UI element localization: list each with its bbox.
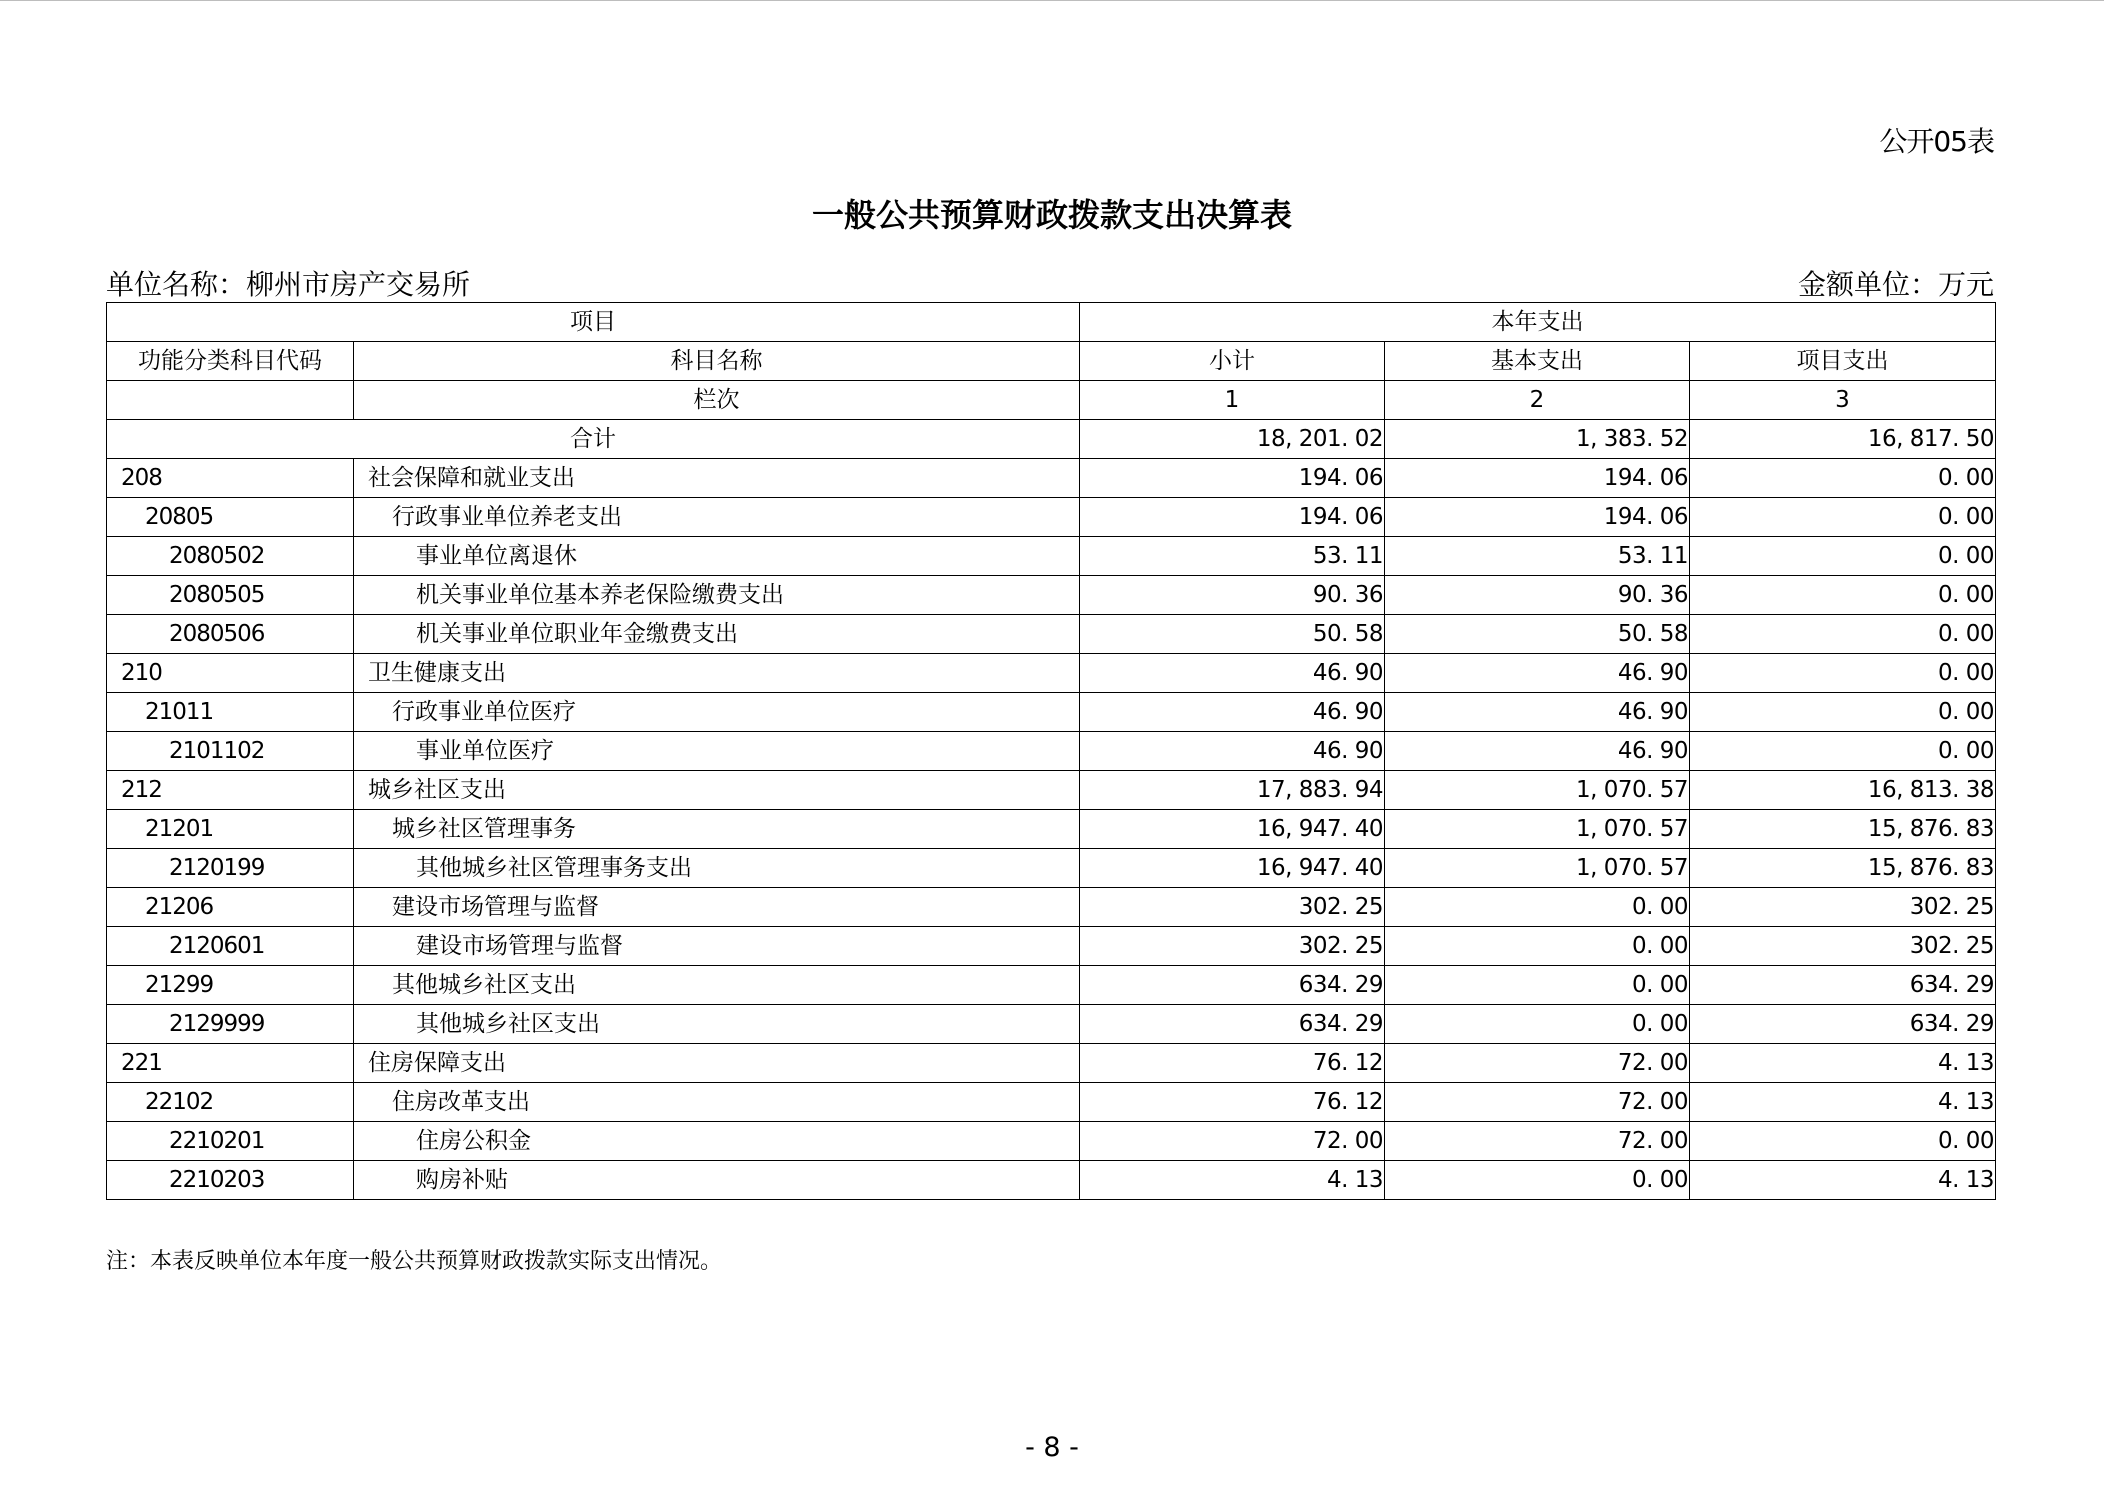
header-project-expense: 项目支出 xyxy=(1690,342,1996,381)
header-subtotal: 小计 xyxy=(1080,342,1385,381)
table-row xyxy=(107,498,1996,537)
row-name: 住房公积金 xyxy=(354,1122,1080,1161)
row-subtotal: 72. 00 xyxy=(1080,1122,1385,1161)
row-project: 0. 00 xyxy=(1690,459,1996,498)
table-row xyxy=(107,615,1996,654)
table-row xyxy=(107,1083,1996,1122)
row-name: 其他城乡社区支出 xyxy=(354,1005,1080,1044)
row-basic: 72. 00 xyxy=(1385,1083,1690,1122)
table-row xyxy=(107,888,1996,927)
total-row xyxy=(107,420,1996,459)
table-row xyxy=(107,1044,1996,1083)
row-name: 行政事业单位医疗 xyxy=(354,693,1080,732)
row-project: 0. 00 xyxy=(1690,693,1996,732)
table-row xyxy=(107,693,1996,732)
row-name: 卫生健康支出 xyxy=(354,654,1080,693)
row-basic: 53. 11 xyxy=(1385,537,1690,576)
row-code: 2120199 xyxy=(107,849,354,888)
row-name: 机关事业单位职业年金缴费支出 xyxy=(354,615,1080,654)
row-basic: 46. 90 xyxy=(1385,654,1690,693)
table-row xyxy=(107,654,1996,693)
page-number: - 8 - xyxy=(1025,1432,1079,1463)
row-subtotal: 16, 947. 40 xyxy=(1080,810,1385,849)
row-name: 行政事业单位养老支出 xyxy=(354,498,1080,537)
row-project: 4. 13 xyxy=(1690,1083,1996,1122)
row-subtotal: 46. 90 xyxy=(1080,732,1385,771)
row-name: 其他城乡社区管理事务支出 xyxy=(354,849,1080,888)
table-row xyxy=(107,732,1996,771)
top-border-line xyxy=(0,0,2104,1)
row-code: 2120601 xyxy=(107,927,354,966)
row-project: 0. 00 xyxy=(1690,537,1996,576)
row-basic: 1, 070. 57 xyxy=(1385,771,1690,810)
row-code: 2080505 xyxy=(107,576,354,615)
total-subtotal: 18, 201. 02 xyxy=(1080,420,1385,459)
row-name: 建设市场管理与监督 xyxy=(354,888,1080,927)
row-code: 21299 xyxy=(107,966,354,1005)
table-row xyxy=(107,537,1996,576)
row-project: 15, 876. 83 xyxy=(1690,849,1996,888)
row-basic: 46. 90 xyxy=(1385,693,1690,732)
row-code: 210 xyxy=(107,654,354,693)
row-basic: 90. 36 xyxy=(1385,576,1690,615)
expenditure-table xyxy=(106,302,1996,1200)
row-name: 机关事业单位基本养老保险缴费支出 xyxy=(354,576,1080,615)
row-name: 城乡社区支出 xyxy=(354,771,1080,810)
row-name: 其他城乡社区支出 xyxy=(354,966,1080,1005)
row-basic: 194. 06 xyxy=(1385,459,1690,498)
row-basic: 194. 06 xyxy=(1385,498,1690,537)
row-basic: 72. 00 xyxy=(1385,1044,1690,1083)
row-code: 208 xyxy=(107,459,354,498)
row-project: 634. 29 xyxy=(1690,1005,1996,1044)
row-basic: 0. 00 xyxy=(1385,1005,1690,1044)
total-project: 16, 817. 50 xyxy=(1690,420,1996,459)
row-subtotal: 76. 12 xyxy=(1080,1044,1385,1083)
row-project: 634. 29 xyxy=(1690,966,1996,1005)
row-subtotal: 194. 06 xyxy=(1080,498,1385,537)
table-row xyxy=(107,771,1996,810)
row-code: 2210201 xyxy=(107,1122,354,1161)
row-project: 302. 25 xyxy=(1690,927,1996,966)
row-code: 21201 xyxy=(107,810,354,849)
row-code: 2210203 xyxy=(107,1161,354,1200)
row-basic: 50. 58 xyxy=(1385,615,1690,654)
unit-name: 单位名称：柳州市房产交易所 xyxy=(106,268,471,301)
row-name: 城乡社区管理事务 xyxy=(354,810,1080,849)
row-project: 0. 00 xyxy=(1690,498,1996,537)
header-col-3: 3 xyxy=(1690,381,1996,420)
row-subtotal: 194. 06 xyxy=(1080,459,1385,498)
row-project: 4. 13 xyxy=(1690,1161,1996,1200)
row-code: 21011 xyxy=(107,693,354,732)
row-basic: 72. 00 xyxy=(1385,1122,1690,1161)
row-name: 事业单位医疗 xyxy=(354,732,1080,771)
row-name: 社会保障和就业支出 xyxy=(354,459,1080,498)
table-row xyxy=(107,1161,1996,1200)
row-basic: 0. 00 xyxy=(1385,1161,1690,1200)
table-row xyxy=(107,966,1996,1005)
row-project: 15, 876. 83 xyxy=(1690,810,1996,849)
row-project: 0. 00 xyxy=(1690,1122,1996,1161)
row-project: 16, 813. 38 xyxy=(1690,771,1996,810)
amount-unit: 金额单位：万元 xyxy=(1797,268,1994,301)
header-current-year-expense: 本年支出 xyxy=(1080,303,1996,342)
row-code: 212 xyxy=(107,771,354,810)
row-subtotal: 50. 58 xyxy=(1080,615,1385,654)
table-row xyxy=(107,1122,1996,1161)
row-project: 0. 00 xyxy=(1690,576,1996,615)
row-subtotal: 46. 90 xyxy=(1080,654,1385,693)
row-code: 2101102 xyxy=(107,732,354,771)
header-column-label: 栏次 xyxy=(354,381,1080,420)
row-code: 22102 xyxy=(107,1083,354,1122)
row-code: 2080502 xyxy=(107,537,354,576)
total-label: 合计 xyxy=(107,420,1080,459)
row-subtotal: 634. 29 xyxy=(1080,966,1385,1005)
row-subtotal: 16, 947. 40 xyxy=(1080,849,1385,888)
table-row xyxy=(107,927,1996,966)
row-basic: 0. 00 xyxy=(1385,966,1690,1005)
header-row-3 xyxy=(107,381,1996,420)
header-row-1 xyxy=(107,303,1996,342)
row-project: 0. 00 xyxy=(1690,732,1996,771)
row-code: 2080506 xyxy=(107,615,354,654)
row-basic: 1, 070. 57 xyxy=(1385,849,1690,888)
row-name: 事业单位离退休 xyxy=(354,537,1080,576)
row-subtotal: 53. 11 xyxy=(1080,537,1385,576)
row-name: 住房改革支出 xyxy=(354,1083,1080,1122)
header-col-1: 1 xyxy=(1080,381,1385,420)
header-code: 功能分类科目代码 xyxy=(107,342,354,381)
row-name: 购房补贴 xyxy=(354,1161,1080,1200)
row-subtotal: 76. 12 xyxy=(1080,1083,1385,1122)
form-code: 公开05表 xyxy=(1879,125,1994,158)
table-row xyxy=(107,810,1996,849)
header-project: 项目 xyxy=(107,303,1080,342)
header-name: 科目名称 xyxy=(354,342,1080,381)
row-subtotal: 634. 29 xyxy=(1080,1005,1385,1044)
row-project: 4. 13 xyxy=(1690,1044,1996,1083)
row-name: 住房保障支出 xyxy=(354,1044,1080,1083)
row-code: 221 xyxy=(107,1044,354,1083)
table-row xyxy=(107,1005,1996,1044)
row-subtotal: 4. 13 xyxy=(1080,1161,1385,1200)
header-empty-cell xyxy=(107,381,354,420)
row-project: 302. 25 xyxy=(1690,888,1996,927)
row-subtotal: 302. 25 xyxy=(1080,927,1385,966)
row-basic: 1, 070. 57 xyxy=(1385,810,1690,849)
row-subtotal: 46. 90 xyxy=(1080,693,1385,732)
total-basic: 1, 383. 52 xyxy=(1385,420,1690,459)
row-project: 0. 00 xyxy=(1690,615,1996,654)
header-basic: 基本支出 xyxy=(1385,342,1690,381)
row-name: 建设市场管理与监督 xyxy=(354,927,1080,966)
row-code: 2129999 xyxy=(107,1005,354,1044)
table-row xyxy=(107,576,1996,615)
header-row-2 xyxy=(107,342,1996,381)
row-basic: 0. 00 xyxy=(1385,927,1690,966)
table-note: 注：本表反映单位本年度一般公共预算财政拨款实际支出情况。 xyxy=(106,1249,723,1274)
row-subtotal: 302. 25 xyxy=(1080,888,1385,927)
table-row xyxy=(107,459,1996,498)
row-code: 20805 xyxy=(107,498,354,537)
row-basic: 0. 00 xyxy=(1385,888,1690,927)
row-project: 0. 00 xyxy=(1690,654,1996,693)
row-subtotal: 17, 883. 94 xyxy=(1080,771,1385,810)
page-title: 一般公共预算财政拨款支出决算表 xyxy=(811,196,1292,234)
table-row xyxy=(107,849,1996,888)
header-col-2: 2 xyxy=(1385,381,1690,420)
row-subtotal: 90. 36 xyxy=(1080,576,1385,615)
row-basic: 46. 90 xyxy=(1385,732,1690,771)
row-code: 21206 xyxy=(107,888,354,927)
